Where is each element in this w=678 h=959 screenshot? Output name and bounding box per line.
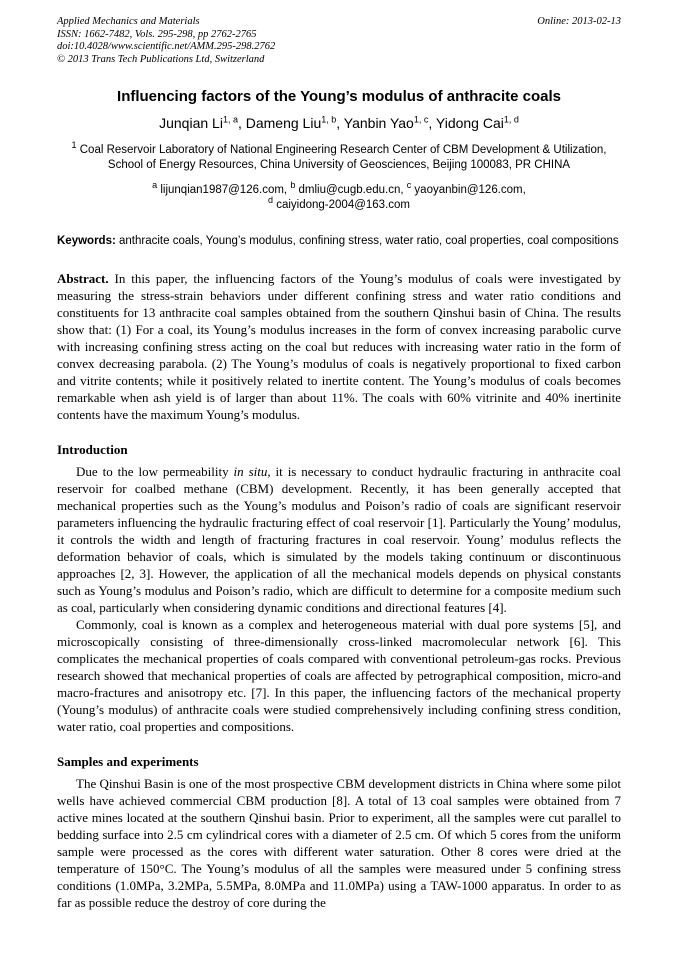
keywords-label: Keywords: (57, 235, 116, 247)
author-name: Dameng Liu (245, 115, 322, 132)
online-date: Online: 2013-02-13 (537, 16, 621, 27)
section-heading-samples: Samples and experiments (57, 754, 199, 770)
author-name: Yidong Cai (435, 115, 504, 132)
author-affil-mark: 1, c (413, 114, 429, 125)
intro-p1-pre: Due to the low permeability (76, 464, 234, 480)
author-affil-mark: 1, b (321, 114, 337, 125)
samples-paragraph-1: The Qinshui Basin is one of the most prospective CBM development districts in China where some pilot wells have achieved commercial CBM production [8]. A total of 13 coal samples were obtained from 7 active mines located at the southern Qinshui basin. Prior to experiment, all the samples were cut parallel to bedding surface into 2.5 cm cylindrical cores with a diameter of 2.5 cm. Of which 5 cores from the uniform sample were processed as the cores with different water saturation. Other 8 cores were dried at the temperature of 150°C. The Young’s modulus of all the samples were measured under 5 confining stress conditions (1.0MPa, 3.2MPa, 5.5MPa, 8.0MPa and 11.0MPa) using a TAW-1000 apparatus. In order to as far as possible reduce the destroy of core during the (57, 776, 621, 911)
abstract-text: In this paper, the influencing factors of the Young’s modulus of coals were investigated by measuring the stress-strain behaviors under different confining stress and water ratio conditions and constituents for 13 anthracite coal samples obtained from the southern Qinshui basin of China. The results show that: (1) For a coal, its Young’s modulus increases in the form of convex increasing parabolic curve with increasing confining stress acting on the coal but reduces with increasing water ratio in the form of convex decreasing parabola. (2) The Young’s modulus of coals is negatively proportional to fixed carbon and vitrite contents; while it positively related to inertite content. The Young’s modulus of coals becomes remarkable when ash yield is of larger than about 11%. The coals with 60% vitrinite and 40% inertinite contents have the maximum Young’s modulus. (57, 271, 621, 423)
email-address: lijunqian1987@126.com, (157, 183, 291, 196)
author-separator: , (237, 115, 246, 132)
paper-title: Influencing factors of the Young’s modulus of anthracite coals (117, 88, 561, 106)
affiliation-mark: 1 (71, 140, 77, 151)
intro-p1-post: , it is necessary to conduct hydraulic fracturing in anthracite coal reservoir for coalbed methane (CBM) development. Recently, it has been generally accepted that mechanical properties such as the Young’s modulus and Poison’s radio of coals are significant reservoir parameters influencing the hydraulic fracturing effect of coal reservoir [1]. Particularly the Young’ modulus, it controls the width and length of fracturing fractures in coal reservoir. Young’ modulus reflects the deformation behavior of coals, which is simulated by the models taking continuum or discontinuous approaches [2, 3]. However, the application of all the mechanical models depends on physical constants such as Young’s modulus and Poison’s radio, which are difficult to determine for a composite medium such as coal, particularly when considering dynamic conditions and directional features [4]. (57, 464, 621, 616)
author-name: Junqian Li (159, 115, 223, 132)
authors-line (57, 114, 621, 132)
email-mark: c (406, 179, 412, 190)
journal-name: Applied Mechanics and Materials (57, 16, 200, 27)
issn-line: ISSN: 1662-7482, Vols. 295-298, pp 2762-2765 (57, 28, 257, 40)
doi-line: doi:10.4028/www.scientific.net/AMM.295-298.2762 (57, 41, 276, 53)
keywords-text: anthracite coals, Young’s modulus, confining stress, water ratio, coal properties, coal compositions (115, 235, 619, 247)
abstract-label: Abstract. (57, 271, 109, 287)
email-address: caiyidong-2004@163.com (273, 198, 410, 211)
abstract-paragraph (57, 270, 621, 423)
copyright-line: © 2013 Trans Tech Publications Ltd, Switzerland (57, 53, 265, 65)
intro-p1-italic: in situ (233, 464, 268, 480)
author-emails (57, 179, 621, 213)
author-affil-mark: 1, a (222, 114, 238, 125)
section-heading-introduction: Introduction (57, 442, 128, 458)
emails-line-2 (57, 195, 621, 213)
introduction-paragraph-1 (57, 463, 621, 616)
author-separator: , (428, 115, 436, 132)
keywords-line (57, 234, 621, 249)
email-address: dmliu@cugb.edu.cn, (295, 183, 407, 196)
email-mark: d (268, 195, 274, 205)
author-name: Yanbin Yao (343, 115, 414, 132)
author-separator: , (336, 115, 344, 132)
emails-line-1 (57, 179, 621, 198)
email-address: yaoyanbin@126.com, (411, 183, 526, 196)
affiliation (57, 140, 621, 173)
page-header (57, 16, 621, 66)
introduction-paragraph-2: Commonly, coal is known as a complex and heterogeneous material with dual pore systems [5], and microscopically consisting of three-dimensionally cross-linked macromolecular network [6]. This complicates the mechanical properties of coals compared with conventional petroleum-gas rocks. Previous research showed that mechanical properties of coals are affected by petrographical composition, micro-and macro-fractures and anisotropy etc. [7]. In this paper, the influencing factors of the mechanical property (Young’s modulus) of anthracite coals were studied comprehensively including confining stress condition, water ratio, coal properties and compositions. (57, 617, 621, 735)
author-affil-mark: 1, d (503, 114, 519, 125)
affiliation-text: Coal Reservoir Laboratory of National Engineering Research Center of CBM Development & Utilization, School of Energy Resources, China University of Geosciences, Beijing 100083, PR CHINA (76, 144, 607, 172)
journal-metadata (57, 16, 275, 66)
email-mark: b (290, 179, 296, 190)
email-mark: a (152, 179, 158, 190)
